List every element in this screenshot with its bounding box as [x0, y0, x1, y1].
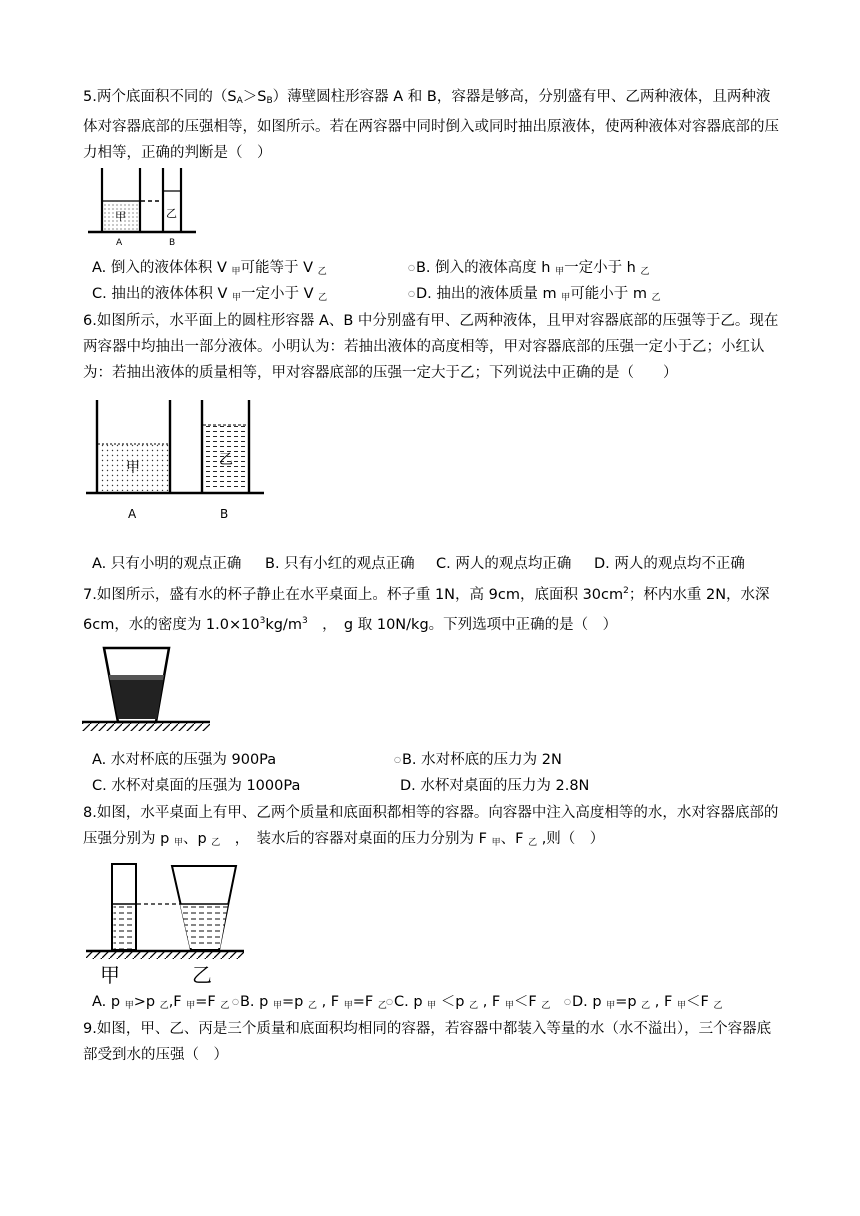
label-jia: 甲 — [126, 460, 140, 476]
label-jia: 甲 — [115, 210, 126, 223]
question-7-options-row-2 — [92, 774, 792, 798]
label-a: A — [128, 507, 137, 521]
question-5-options-row-2 — [92, 282, 792, 306]
question-number: 5. — [83, 89, 97, 105]
question-6-stem: 6.如图所示，水平面上的圆柱形容器 A、B 中分别盛有甲、乙两种液体，且甲对容器底部的压强等于乙。现在两容器中均抽出一部分液体。小明认为：若抽出液体的高度相等，甲对容器底部的压强一定小于乙；小红认为：若抽出液体的质量相等，甲对容器底部的压强一定大于乙；下列说法中正确的是（ ） — [83, 313, 779, 381]
question-7-stem: 7.如图所示，盛有水的杯子静止在水平桌面上。杯子重 1N，高 9cm，底面积 $30cm^2$；杯内水重 2N，水深 6cm，水的密度为 $1.0\times 10^3kg/m^3$ ， g 取 10N/kg。下列选项中正确的是（ ） — [83, 586, 770, 633]
option-6b[interactable]: B. 只有小红的观点正确 — [265, 556, 415, 572]
answer-marker: ○ — [408, 263, 415, 272]
option-5b[interactable]: ○B. 倒入的液体高度 h $_甲$一定小于 h $_乙$ — [408, 260, 650, 277]
option-5c[interactable]: C. 抽出的液体体积 V $_甲$一定小于 V $_乙$ — [92, 286, 328, 303]
question-number: 6. — [83, 313, 97, 329]
question-number: 8. — [83, 805, 97, 821]
answer-marker: ○ — [564, 997, 571, 1006]
option-7b[interactable]: ○B. 水对杯底的压力为 2N — [394, 752, 562, 768]
label-yi: 乙 — [166, 207, 177, 220]
table-hatch — [86, 952, 244, 959]
label-b: B — [169, 238, 176, 248]
option-7c[interactable]: C. 水杯对桌面的压强为 1000Pa — [92, 778, 301, 794]
option-7a[interactable]: A. 水对杯底的压强为 900Pa — [92, 752, 277, 768]
label-b: B — [220, 507, 229, 521]
question-5-options-row-1 — [92, 256, 792, 280]
water-yi — [180, 904, 228, 948]
question-8-stem: 8.如图，水平桌面上有甲、乙两个质量和底面积都相等的容器。向容器中注入高度相等的水，水对容器底部的压强分别为 p $_甲$、p $_乙$ ， 装水后的容器对桌面的压力分别为 F $_甲$、F $_乙$ ,则（ ） — [83, 805, 779, 848]
question-8-options-row — [92, 990, 792, 1014]
option-7d[interactable]: D. 水杯对桌面的压力为 2.8N — [400, 778, 590, 794]
question-number: 7. — [83, 586, 97, 603]
table-hatch — [82, 723, 210, 731]
question-5-figure — [88, 164, 198, 250]
label-yi: 乙 — [219, 452, 233, 468]
label-a: A — [116, 238, 123, 248]
question-8-figure — [86, 862, 246, 986]
answer-marker: ○ — [394, 755, 401, 764]
question-6-options-row — [92, 552, 792, 576]
option-8b[interactable]: ○B. p $_甲$=p $_乙$ , F $_甲$=F $_乙$ — [232, 994, 387, 1011]
question-5-stem: 5.两个底面积不同的$(S_A>S_B)$薄壁圆柱形容器 A 和 B，容器是够高，分别盛有甲、乙两种液体，且两种液体对容器底部的压强相等，如图所示。若在两容器中同时倒入或同时抽出原液体，使两种液体对容器底部的压力相等，正确的判断是（ ） — [83, 89, 779, 161]
answer-marker: ○ — [232, 997, 239, 1006]
water-jia — [114, 904, 135, 949]
question-7-figure — [82, 644, 212, 734]
option-8c[interactable]: ○C. p $_甲$ ＜p $_乙$ , F $_甲$＜F $_乙$ — [386, 994, 551, 1011]
option-8a[interactable]: A. p $_甲$>p $_乙$,F $_甲$=F $_乙$ — [92, 994, 230, 1011]
option-5d[interactable]: ○D. 抽出的液体质量 m $_甲$可能小于 m $_乙$ — [408, 286, 661, 303]
option-6d[interactable]: D. 两人的观点均不正确 — [594, 556, 745, 572]
question-number: 9. — [83, 1021, 97, 1037]
water — [109, 675, 164, 719]
option-6c[interactable]: C. 两人的观点均正确 — [436, 556, 572, 572]
label-jia: 甲 — [100, 963, 120, 986]
option-6a[interactable]: A. 只有小明的观点正确 — [92, 556, 242, 572]
question-7-options-row-1 — [92, 748, 792, 772]
label-yi: 乙 — [192, 963, 212, 986]
question-6-figure — [86, 394, 266, 524]
option-5a[interactable]: A. 倒入的液体体积 V $_甲$可能等于 V $_乙$ — [92, 260, 327, 277]
answer-marker: ○ — [408, 289, 415, 298]
question-9-stem: 9.如图，甲、乙、丙是三个质量和底面积均相同的容器，若容器中都装入等量的水（水不溢出），三个容器底部受到水的压强（ ） — [83, 1021, 772, 1063]
option-8d[interactable]: ○D. p $_甲$=p $_乙$ , F $_甲$＜F $_乙$ — [564, 994, 723, 1011]
answer-marker: ○ — [386, 997, 393, 1006]
